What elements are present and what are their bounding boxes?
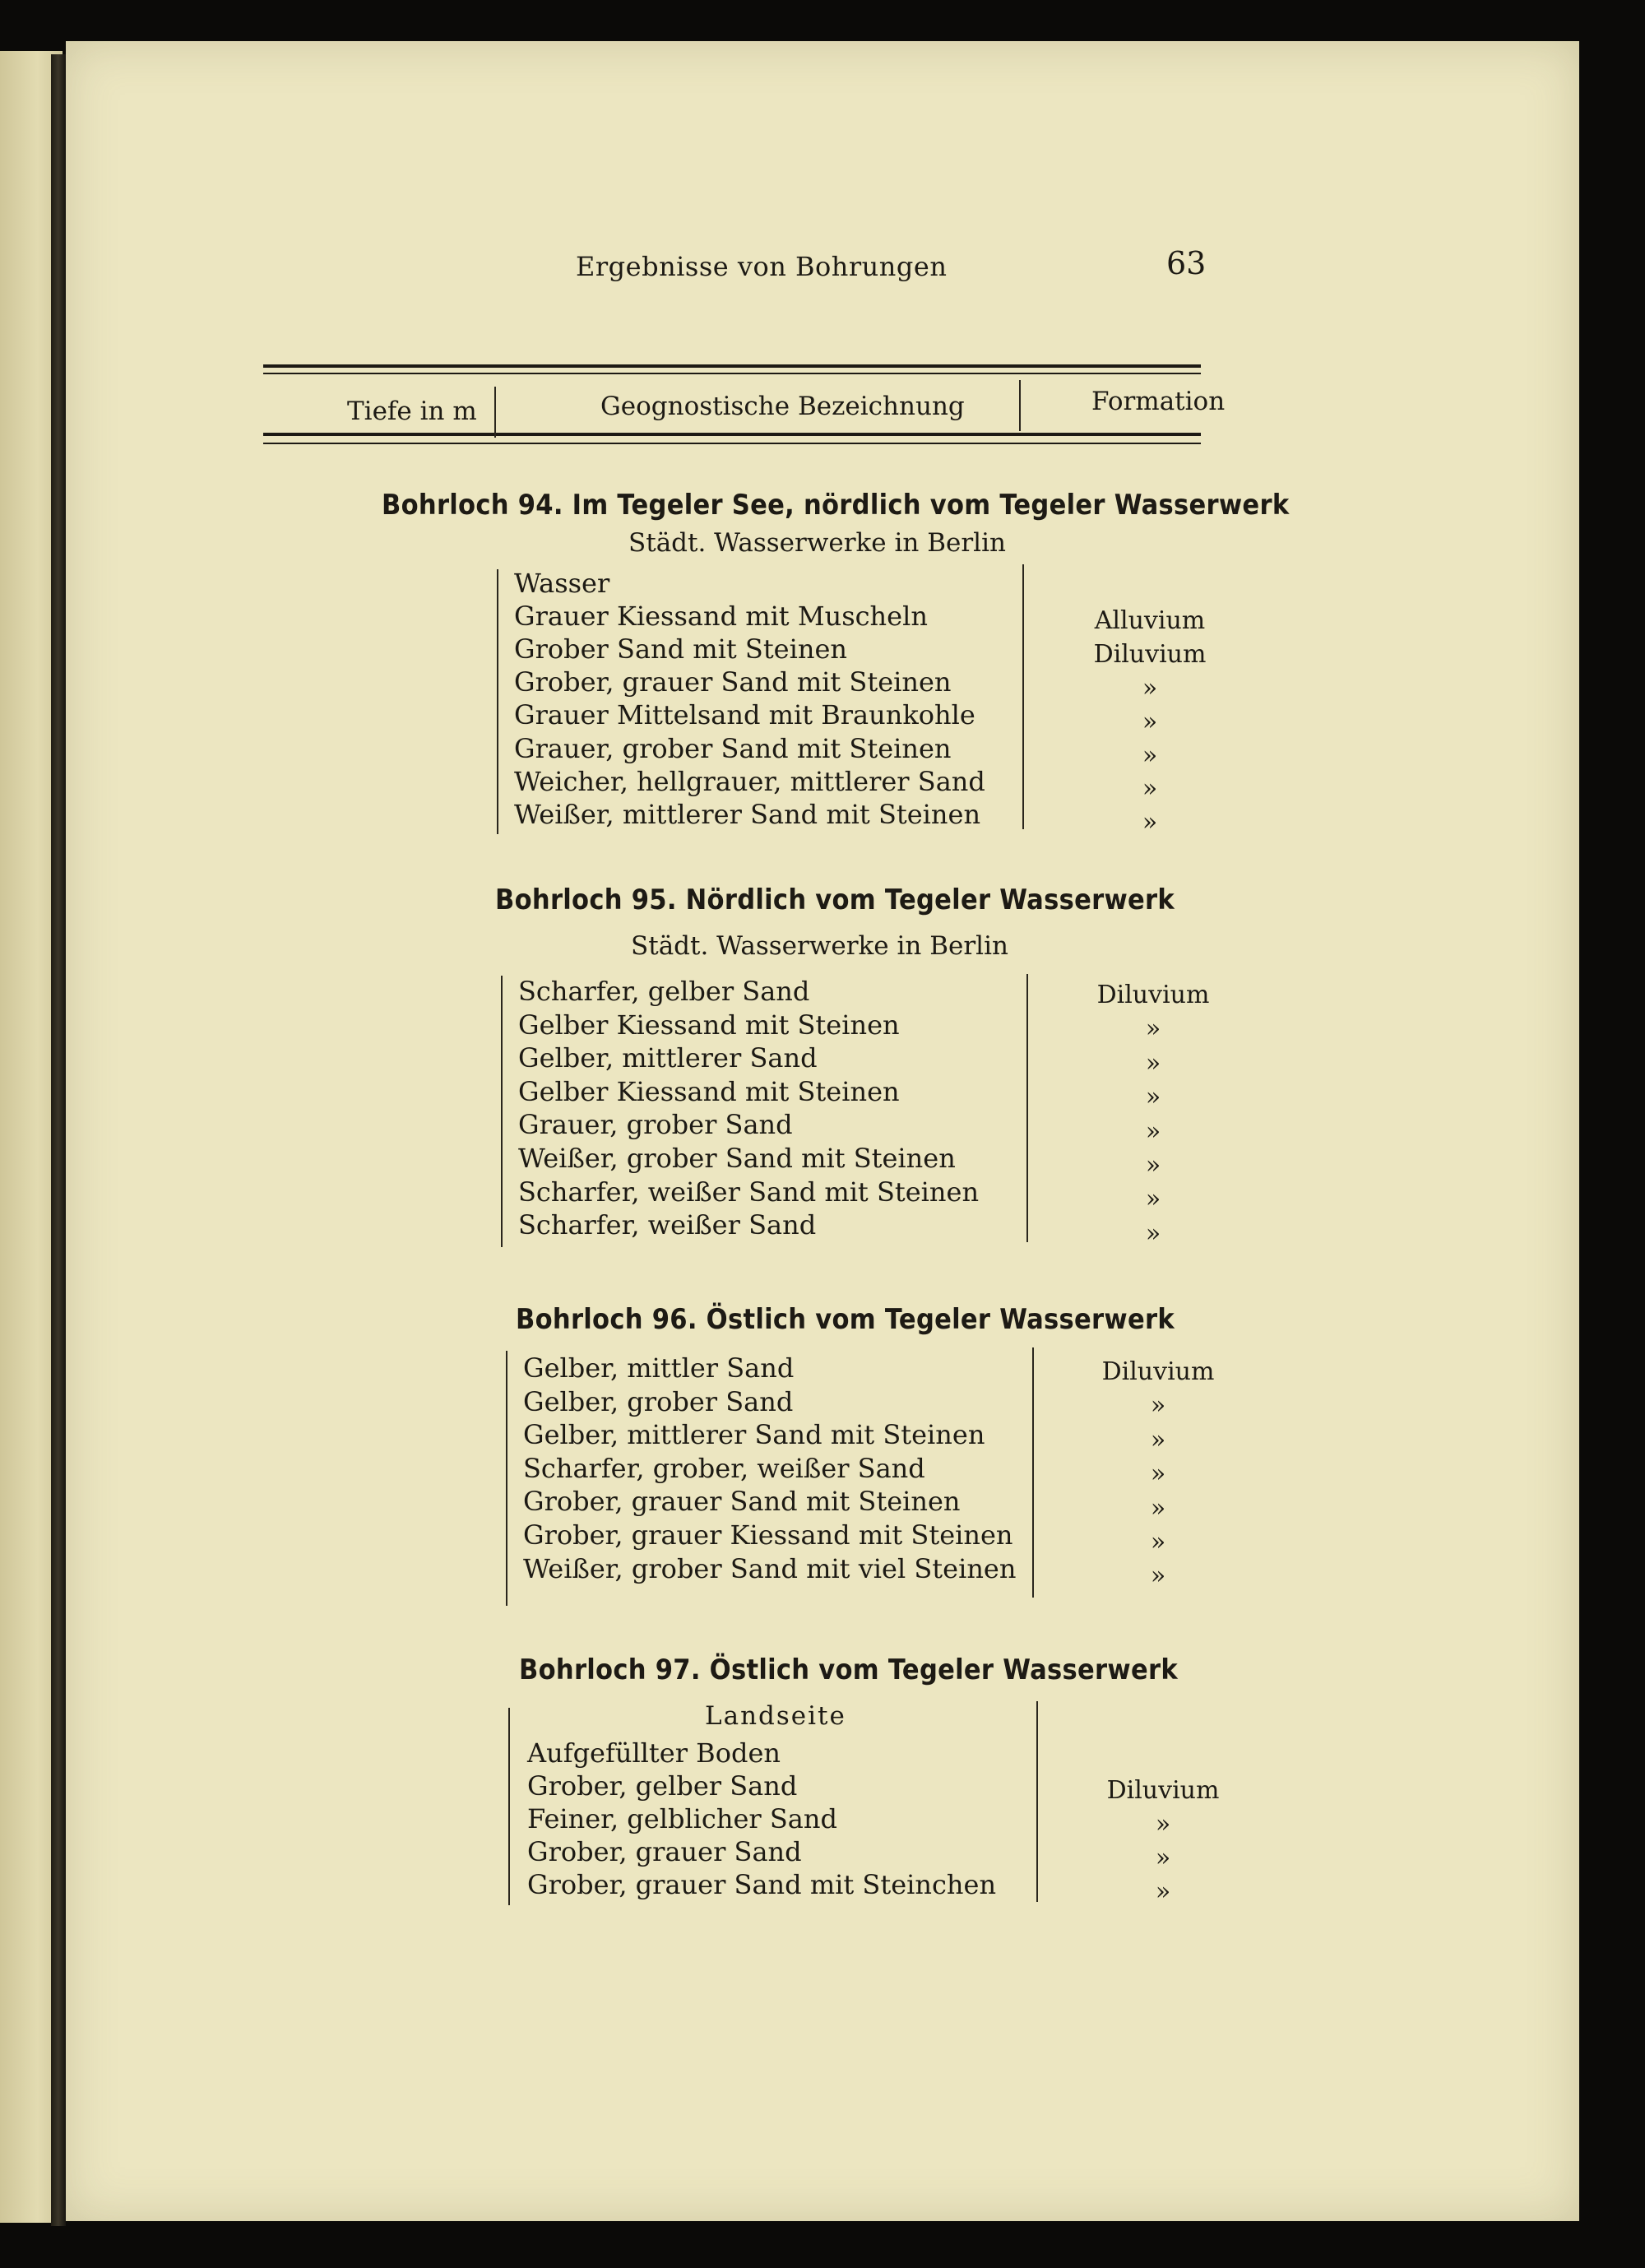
divider-depth <box>508 1708 510 1905</box>
section-subtitle: Städt. Wasserwerke in Berlin <box>628 528 1006 558</box>
formation-cell: » <box>1145 1151 1161 1180</box>
formation-cell: » <box>1150 1425 1166 1454</box>
section-title: Bohrloch 94. Im Tegeler See, nördlich vom Tegeler Wasserwerk <box>382 489 1290 522</box>
formation-cell: Diluvium <box>1101 1357 1215 1386</box>
description-cell: Gelber, mittler Sand <box>523 1352 795 1384</box>
formation-cell: » <box>1155 1876 1171 1906</box>
description-cell: Gelber Kiessand mit Steinen <box>518 1075 900 1107</box>
formation-cell: » <box>1142 707 1158 736</box>
description-cell: Scharfer, weißer Sand <box>518 1209 817 1241</box>
description-cell: Weißer, grober Sand mit Steinen <box>518 1143 956 1174</box>
section-title: Bohrloch 96. Östlich vom Tegeler Wasserwerk <box>516 1303 1175 1336</box>
formation-cell: » <box>1145 1083 1161 1112</box>
header-rule-bottom-thin <box>263 443 1201 444</box>
formation-cell: » <box>1142 774 1158 804</box>
running-header: Ergebnisse von Bohrungen <box>576 251 948 282</box>
description-cell: Grauer Mittelsand mit Braunkohle <box>514 699 975 731</box>
header-rule-top <box>263 364 1201 368</box>
header-divider-1 <box>494 387 496 438</box>
description-cell: Grober, grauer Sand mit Steinen <box>514 666 952 698</box>
formation-cell: » <box>1145 1185 1161 1214</box>
description-cell: Grober, grauer Sand mit Steinen <box>523 1486 961 1518</box>
description-cell: Aufgefüllter Boden <box>527 1737 781 1769</box>
formation-cell: » <box>1150 1493 1166 1523</box>
column-header-formation: Formation <box>1091 387 1226 416</box>
description-cell: Grauer, grober Sand mit Steinen <box>514 732 952 764</box>
formation-cell: » <box>1142 740 1158 770</box>
formation-cell: » <box>1155 1843 1171 1872</box>
formation-cell: » <box>1150 1561 1166 1591</box>
section-subtitle: Landseite <box>705 1701 846 1731</box>
divider-formation <box>1022 564 1024 829</box>
section-subtitle: Städt. Wasserwerke in Berlin <box>631 931 1008 961</box>
formation-cell: » <box>1145 1048 1161 1078</box>
column-header-depth: Tiefe in m <box>347 397 477 426</box>
description-cell: Weißer, mittlerer Sand mit Steinen <box>514 798 981 830</box>
book-spine <box>51 54 66 2226</box>
description-cell: Grauer Kiessand mit Muscheln <box>514 601 928 633</box>
description-cell: Scharfer, gelber Sand <box>518 976 810 1007</box>
divider-formation <box>1026 974 1028 1242</box>
formation-cell: Diluvium <box>1093 639 1207 669</box>
description-cell: Gelber, mittlerer Sand <box>518 1042 818 1074</box>
formation-cell: » <box>1145 1116 1161 1146</box>
description-cell: Grober, gelber Sand <box>527 1770 798 1802</box>
section-title: Bohrloch 97. Östlich vom Tegeler Wasserwerk <box>519 1653 1178 1686</box>
description-cell: Gelber, mittlerer Sand mit Steinen <box>523 1419 985 1451</box>
formation-cell: Alluvium <box>1094 605 1206 635</box>
description-cell: Grober Sand mit Steinen <box>514 633 847 666</box>
formation-cell: Diluvium <box>1106 1775 1220 1805</box>
description-cell: Feiner, gelblicher Sand <box>527 1803 837 1835</box>
formation-cell: » <box>1145 1218 1161 1248</box>
divider-depth <box>501 976 503 1247</box>
description-cell: Grober, grauer Sand mit Steinchen <box>527 1869 997 1901</box>
divider-formation <box>1032 1347 1034 1598</box>
formation-cell: » <box>1142 808 1158 837</box>
divider-depth <box>497 569 498 834</box>
section-title: Bohrloch 95. Nördlich vom Tegeler Wasserwerk <box>495 884 1175 916</box>
header-divider-2 <box>1019 380 1021 431</box>
description-cell: Scharfer, weißer Sand mit Steinen <box>518 1176 980 1208</box>
formation-cell: Diluvium <box>1096 981 1210 1009</box>
description-cell: Grober, grauer Kiessand mit Steinen <box>523 1519 1013 1551</box>
page-number: 63 <box>1166 245 1207 281</box>
description-cell: Gelber Kiessand mit Steinen <box>518 1009 900 1041</box>
divider-formation <box>1036 1701 1038 1902</box>
description-cell: Scharfer, grober, weißer Sand <box>523 1452 925 1484</box>
divider-depth <box>506 1351 507 1606</box>
formation-cell: » <box>1150 1528 1166 1556</box>
formation-cell: » <box>1150 1459 1166 1489</box>
formation-cell: » <box>1155 1809 1171 1839</box>
description-cell: Grober, grauer Sand <box>527 1836 802 1868</box>
header-rule-bottom <box>263 433 1201 436</box>
column-header-description: Geognostische Bezeichnung <box>600 392 965 421</box>
description-cell: Grauer, grober Sand <box>518 1109 793 1141</box>
formation-cell: » <box>1142 673 1158 703</box>
formation-cell: » <box>1150 1391 1166 1421</box>
description-cell: Wasser <box>514 568 610 599</box>
description-cell: Weißer, grober Sand mit viel Steinen <box>523 1552 1017 1584</box>
header-rule-top-thin <box>263 373 1201 374</box>
formation-cell: » <box>1145 1014 1161 1044</box>
description-cell: Gelber, grober Sand <box>523 1385 794 1417</box>
description-cell: Weicher, hellgrauer, mittlerer Sand <box>514 765 985 797</box>
